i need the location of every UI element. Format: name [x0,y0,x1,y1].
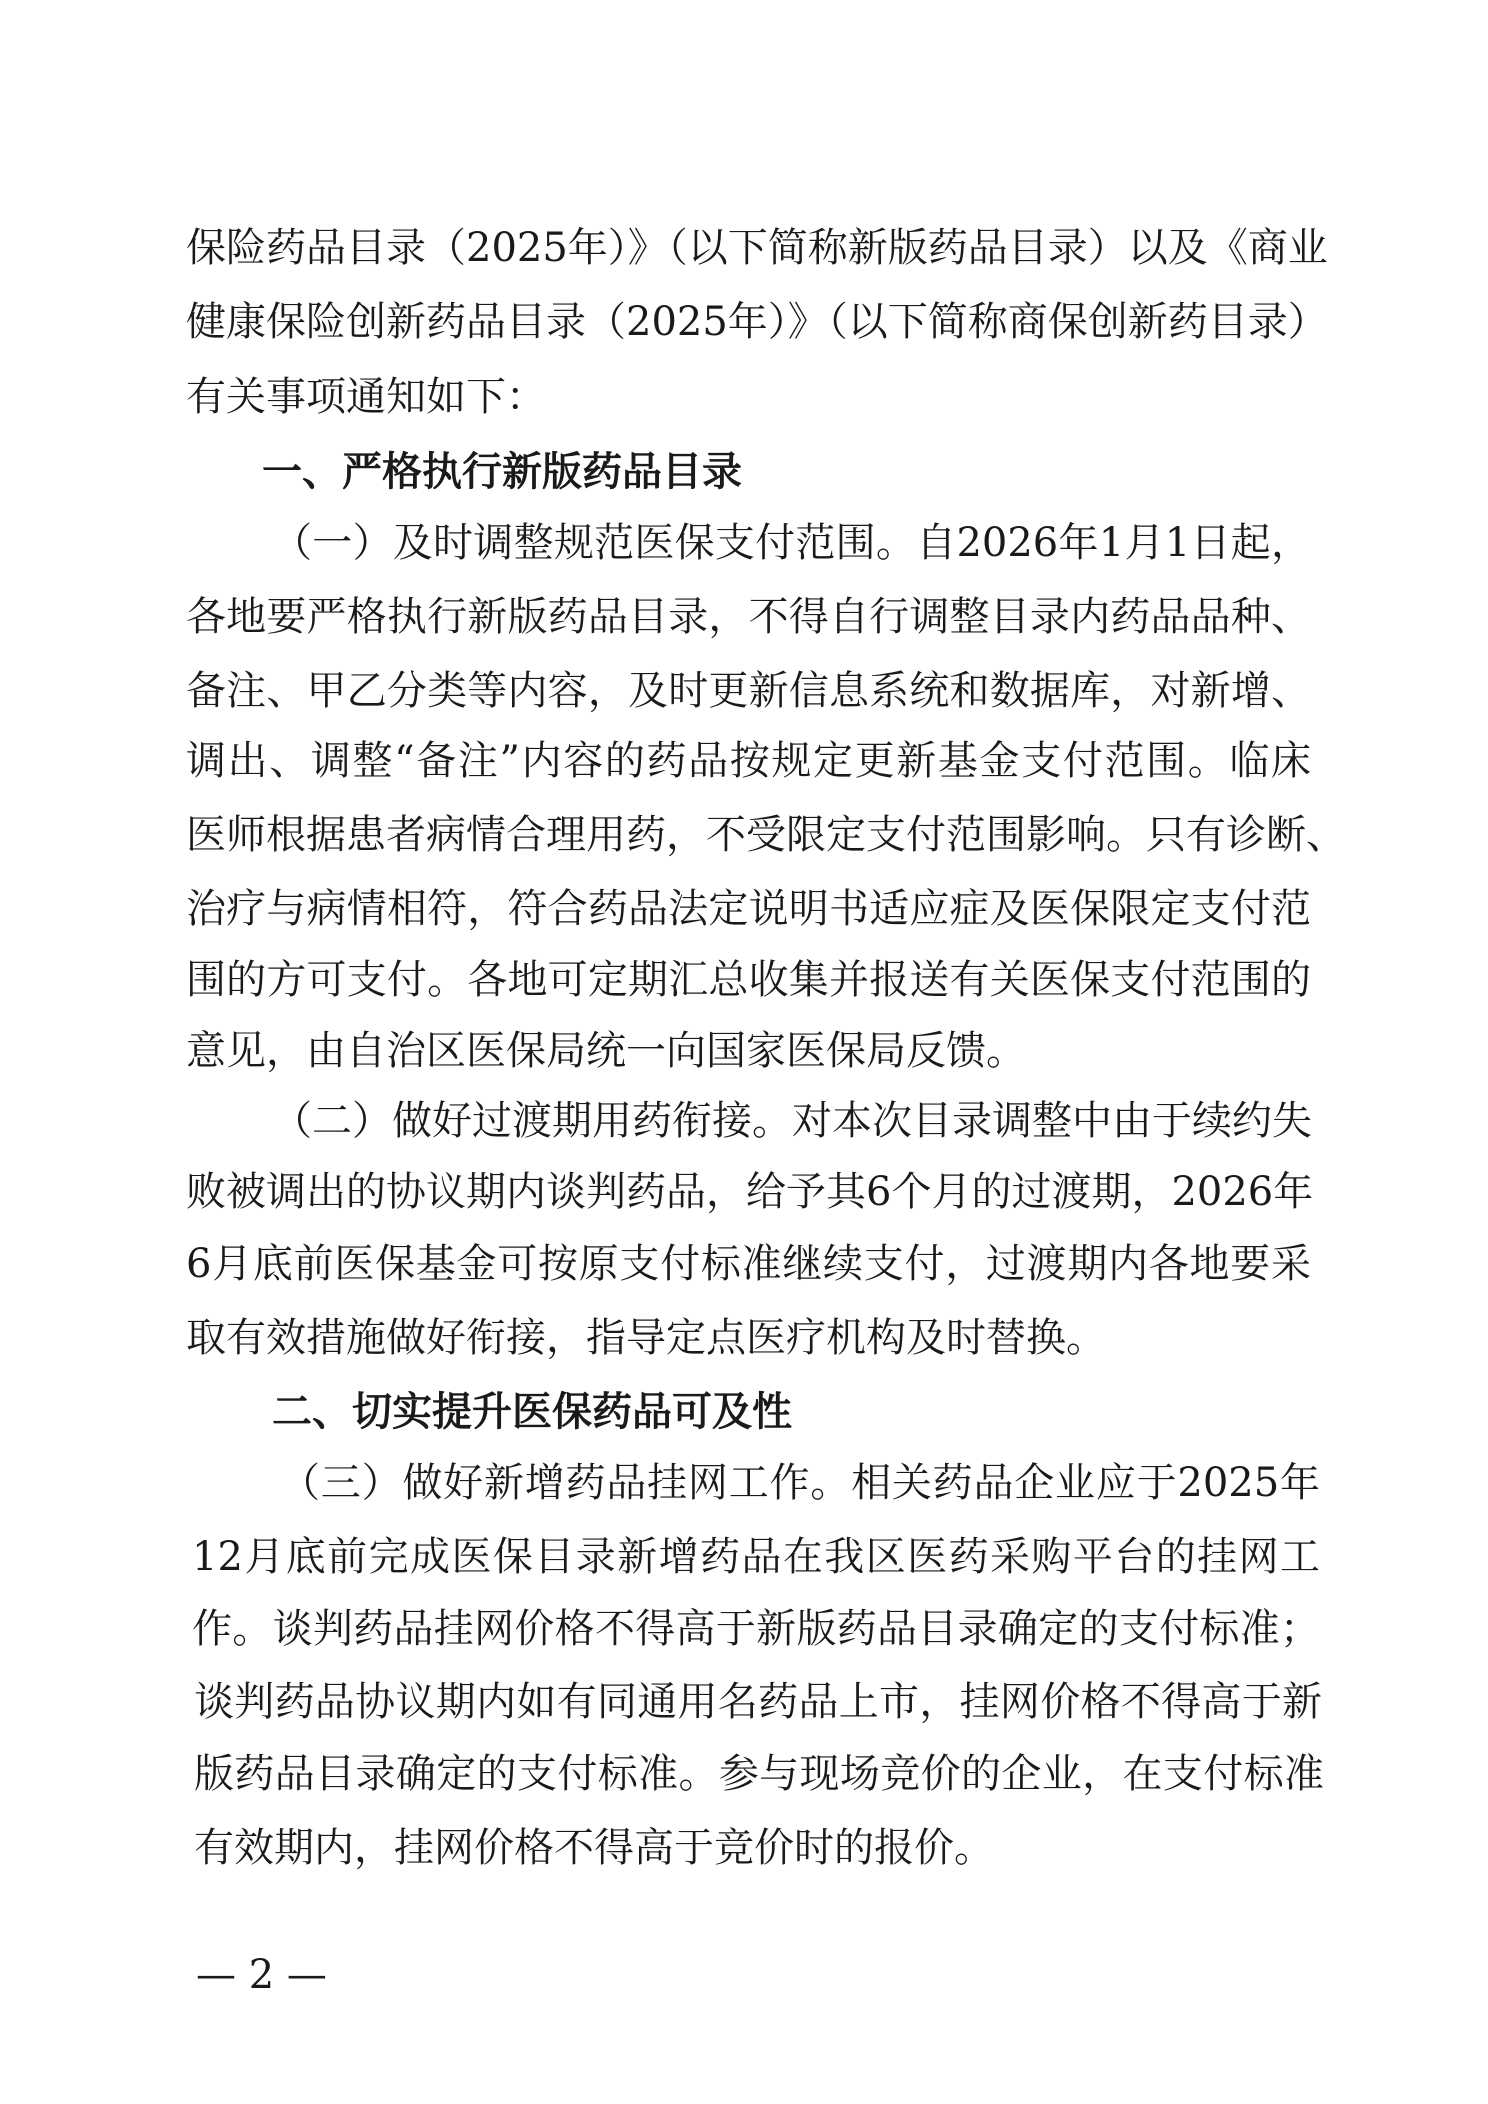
body-text-line: 调出、调整“备注”内容的药品按规定更新基金支付范围。临床 [186,738,1311,784]
body-text-line: 6月底前医保基金可按原支付标准继续支付，过渡期内各地要采 [186,1241,1311,1287]
body-text-line: 有关事项通知如下： [186,374,546,420]
body-text-line: 围的方可支付。各地可定期汇总收集并报送有关医保支付范围的 [186,957,1311,1003]
body-text-line: 备注、甲乙分类等内容，及时更新信息系统和数据库，对新增、 [186,668,1311,714]
subsection-2-line: （二）做好过渡期用药衔接。对本次目录调整中由于续约失 [272,1098,1312,1144]
subsection-1-line: （一）及时调整规范医保支付范围。自2026年1月1日起， [272,520,1311,566]
body-text-line: 意见，由自治区医保局统一向国家医保局反馈。 [186,1028,1026,1074]
body-text-line: 保险药品目录（2025年）》（以下简称新版药品目录）以及《商业 [186,225,1328,271]
section-heading-2: 二、切实提升医保药品可及性 [272,1389,792,1435]
subsection-3-line: （三）做好新增药品挂网工作。相关药品企业应于2025年 [280,1460,1320,1506]
body-text-line: 败被调出的协议期内谈判药品，给予其6个月的过渡期，2026年 [186,1169,1314,1215]
body-text-line: 取有效措施做好衔接，指导定点医疗机构及时替换。 [186,1315,1106,1361]
body-text-line: 医师根据患者病情合理用药，不受限定支付范围影响。只有诊断、 [186,812,1346,858]
body-text-line: 治疗与病情相符，符合药品法定说明书适应症及医保限定支付范 [186,886,1311,932]
body-text-line: 有效期内，挂网价格不得高于竞价时的报价。 [194,1825,994,1871]
body-text-line: 12月底前完成医保目录新增药品在我区医药采购平台的挂网工 [192,1534,1320,1580]
body-text-line: 各地要严格执行新版药品目录，不得自行调整目录内药品品种、 [186,594,1311,640]
section-heading-1: 一、严格执行新版药品目录 [262,449,742,495]
body-text-line: 作。谈判药品挂网价格不得高于新版药品目录确定的支付标准； [192,1606,1320,1652]
body-text-line: 版药品目录确定的支付标准。参与现场竞价的企业，在支付标准 [194,1751,1324,1797]
body-text-line: 谈判药品协议期内如有同通用名药品上市，挂网价格不得高于新 [194,1679,1322,1725]
body-text-line: 健康保险创新药品目录（2025年）》（以下简称商保创新药目录） [186,299,1328,345]
page-number: — 2 — [196,1952,327,1998]
